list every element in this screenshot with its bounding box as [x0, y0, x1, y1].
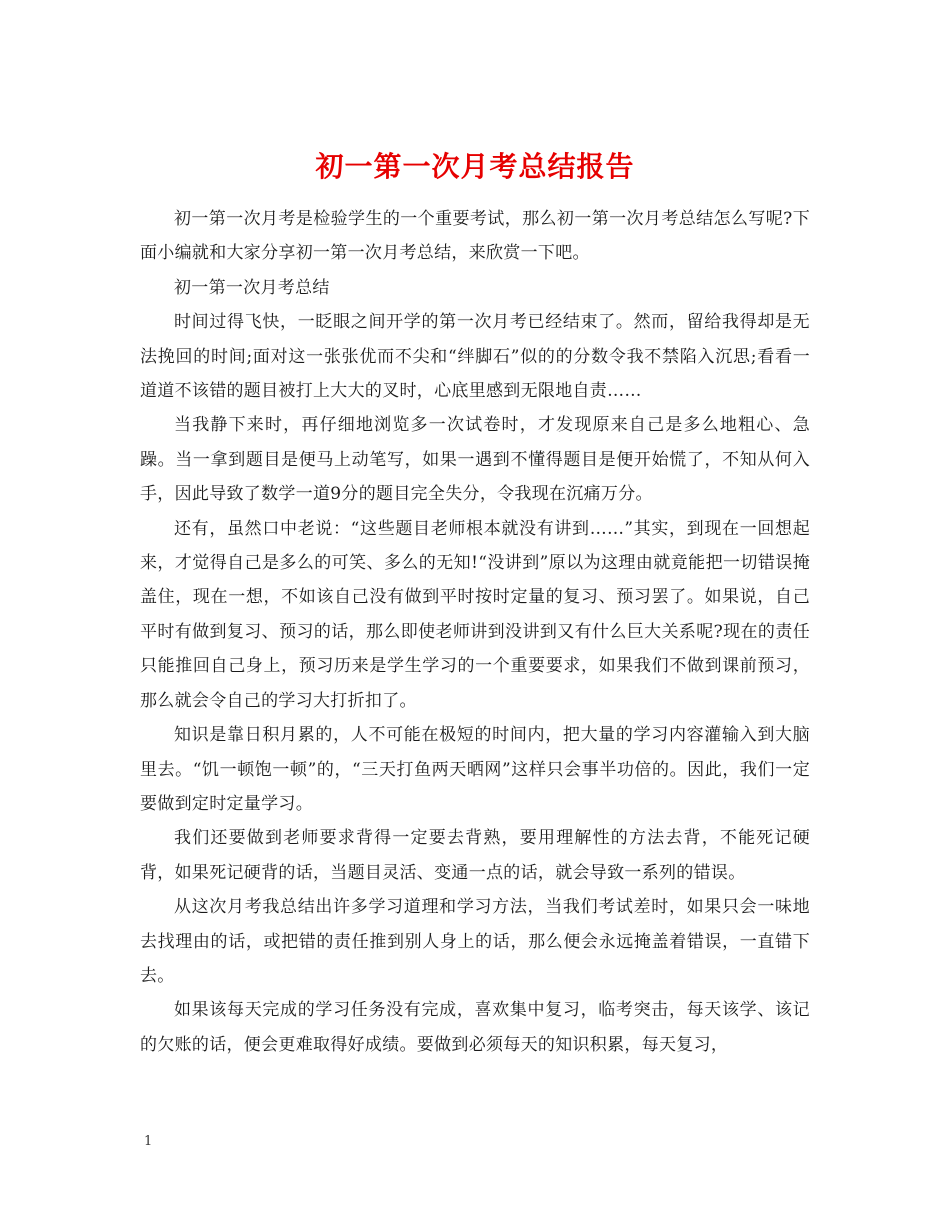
- paragraph-3: 还有，虽然口中老说：“这些题目老师根本就没有讲到……”其实，到现在一回想起来，才觉得自己是多么的可笑、多么的无知!“没讲到”原以为这理由就竟能把一切错误掩盖住，现在一想，不如该自己没有做到平时按时定量的复习、预习罢了。如果说，自己平时有做到复习、预习的话，那么即使老师讲到没讲到又有什么巨大关系呢?现在的责任只能推回自己身上，预习历来是学生学习的一个重要要求，如果我们不做到课前预习，那么就会令自己的学习大打折扣了。: [140, 518, 810, 711]
- paragraph-1: 时间过得飞快，一眨眼之间开学的第一次月考已经结束了。然而，留给我得却是无法挽回的时间;面对这一张张优而不尖和“绊脚石”似的的分数令我不禁陷入沉思;看看一道道不该错的题目被打上大大的叉时，心底里感到无限地自责……: [140, 312, 810, 402]
- paragraph-7: 如果该每天完成的学习任务没有完成，喜欢集中复习，临考突击，每天该学、该记的欠账的话，便会更难取得好成绩。要做到必须每天的知识积累，每天复习，: [140, 1000, 810, 1055]
- page-number: 1: [144, 1134, 153, 1149]
- paragraph-2: 当我静下来时，再仔细地浏览多一次试卷时，才发现原来自己是多么地粗心、急躁。当一拿到题目是便马上动笔写，如果一遇到不懂得题目是便开始慌了，不知从何入手，因此导致了数学一道9分的题目完全失分，令我现在沉痛万分。: [140, 415, 810, 505]
- document-body: [140, 202, 810, 1062]
- paragraph-6: 从这次月考我总结出许多学习道理和学习方法，当我们考试差时，如果只会一味地去找理由的话，或把错的责任推到别人身上的话，那么便会永远掩盖着错误，一直错下去。: [140, 897, 810, 986]
- document-title: 初一第一次月考总结报告: [315, 149, 635, 183]
- paragraph-intro: 初一第一次月考是检验学生的一个重要考试，那么初一第一次月考总结怎么写呢?下面小编就和大家分享初一第一次月考总结，来欣赏一下吧。: [140, 209, 810, 264]
- paragraph-5: 我们还要做到老师要求背得一定要去背熟，要用理解性的方法去背，不能死记硬背，如果死记硬背的话，当题目灵活、变通一点的话，就会导致一系列的错误。: [140, 828, 810, 883]
- paragraph-subheading: 初一第一次月考总结: [174, 277, 330, 298]
- paragraph-4: 知识是靠日积月累的，人不可能在极短的时间内，把大量的学习内容灌输入到大脑里去。“饥一顿饱一顿”的，“三天打鱼两天晒网”这样只会事半功倍的。因此，我们一定要做到定时定量学习。: [140, 725, 810, 814]
